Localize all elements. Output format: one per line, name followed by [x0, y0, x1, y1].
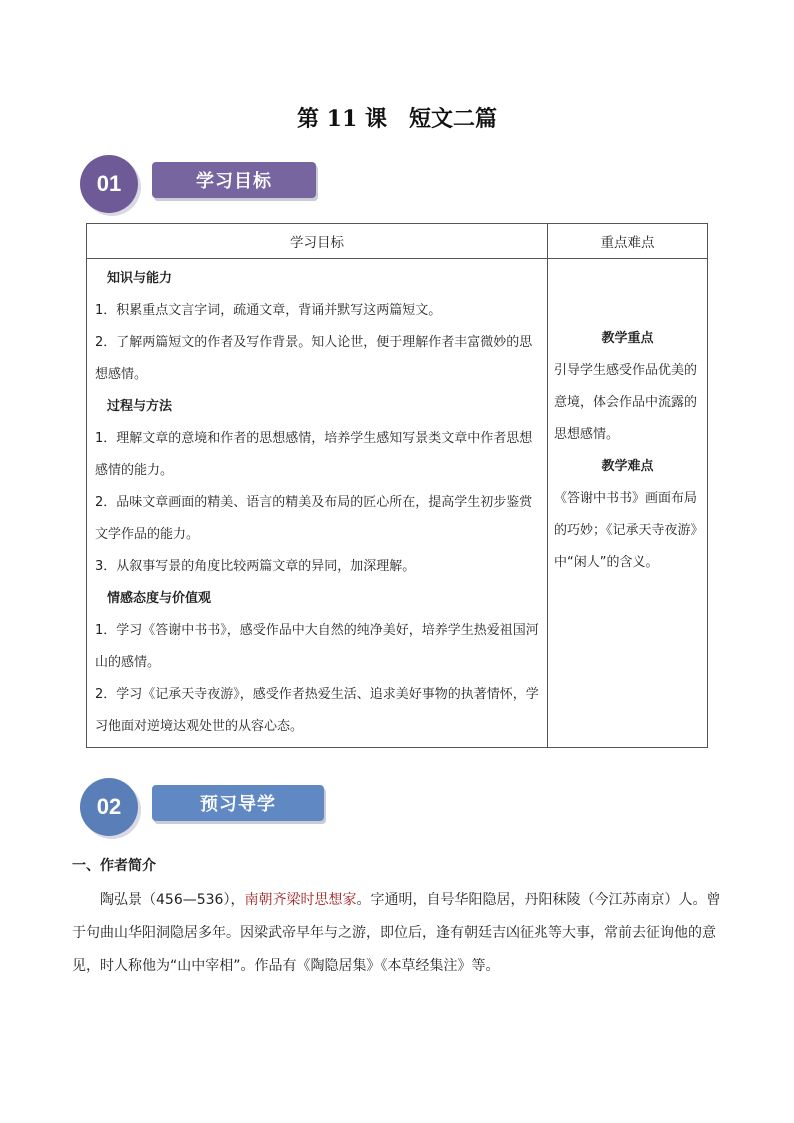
goal-item: 2．学习《记承天寺夜游》，感受作者热爱生活、追求美好事物的执著情怀，学习他面对逆境达观处世的从容心态。: [95, 687, 539, 734]
goal-item: 1．理解文章的意境和作者的思想感情，培养学生感知写景类文章中作者思想感情的能力。: [95, 431, 533, 478]
goal-subheading: 过程与方法: [107, 399, 173, 414]
goals-cell: [87, 259, 548, 748]
table-header-focus: 重点难点: [548, 224, 708, 259]
section-number-badge: 02: [80, 778, 138, 836]
key-point-title: 教学重点: [601, 331, 654, 346]
author-heading: 一、作者简介: [72, 858, 156, 874]
author-paragraph: 陶弘景（456—536），南朝齐梁时思想家。字通明，自号华阳隐居，丹阳秣陵（今江苏南京）人。曾于句曲山华阳洞隐居多年。因梁武帝早年与之游，即位后，逢有朝廷吉凶征兆等大事，常前去征询他的意见，时人称他为“山中宰相”。作品有《陶隐居集》《本草经集注》等。: [72, 892, 721, 974]
highlight-text: 南朝齐梁时思想家: [244, 892, 357, 908]
goal-item: 2．品味文章画面的精美、语言的精美及布局的匠心所在，提高学生初步鉴赏文学作品的能力。: [95, 495, 533, 542]
focus-cell: [548, 259, 708, 748]
difficulty-text: 《答谢中书书》画面布局的巧妙；《记承天寺夜游》中“闲人”的含义。: [554, 491, 698, 570]
goal-item: 3．从叙事写景的角度比较两篇文章的异同，加深理解。: [95, 559, 416, 574]
section-number-badge: 01: [80, 155, 138, 213]
goal-item: 2．了解两篇短文的作者及写作背景。知人论世，便于理解作者丰富微妙的思想感情。: [95, 335, 533, 382]
table-row: [87, 259, 708, 748]
learning-goals-table: [86, 223, 708, 748]
page-title: 第 11 课 短文二篇: [297, 106, 497, 132]
key-point-text: 引导学生感受作品优美的意境，体会作品中流露的思想感情。: [554, 363, 698, 442]
table-header-goals: 学习目标: [87, 224, 548, 259]
difficulty-title: 教学难点: [601, 459, 654, 474]
table-header-row: [87, 224, 708, 259]
goal-subheading: 知识与能力: [107, 271, 173, 286]
section-label: 学习目标: [152, 162, 316, 198]
goal-item: 1．学习《答谢中书书》，感受作品中大自然的纯净美好，培养学生热爱祖国河山的感情。: [95, 623, 539, 670]
goal-subheading: 情感态度与价值观: [107, 591, 212, 606]
goal-item: 1．积累重点文言字词，疏通文章，背诵并默写这两篇短文。: [95, 303, 442, 318]
section-label: 预习导学: [152, 785, 324, 821]
